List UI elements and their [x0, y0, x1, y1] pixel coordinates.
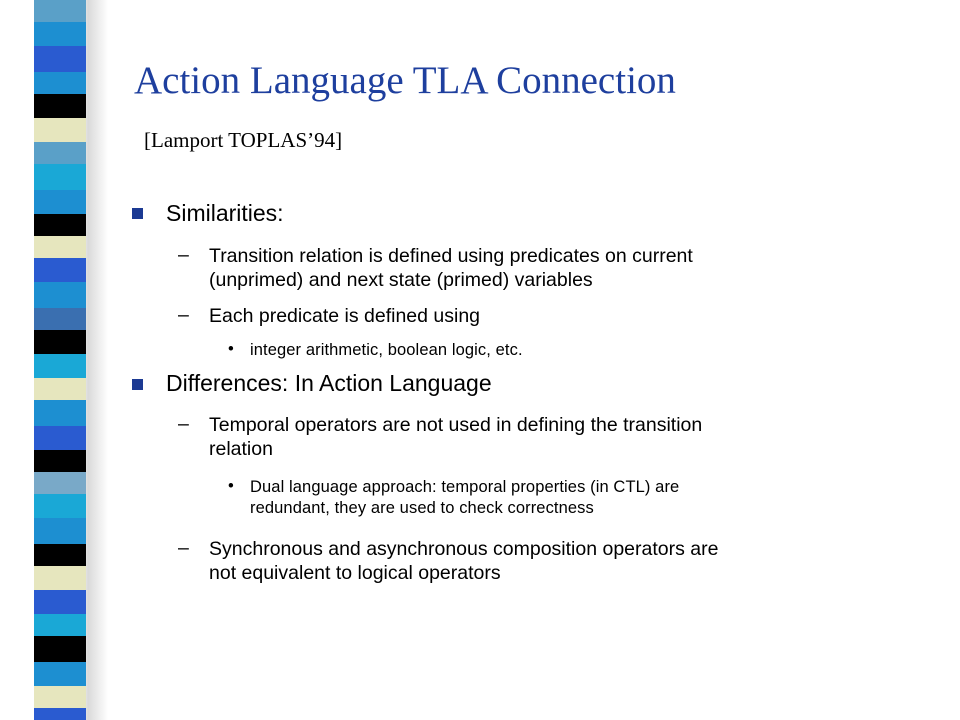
dash-marker: –	[178, 413, 189, 435]
similarity-item-2: Each predicate is defined using	[209, 305, 481, 327]
dash-marker: –	[178, 244, 189, 266]
difference-item-1-line-2: relation	[209, 438, 273, 460]
dash-marker: –	[178, 304, 189, 326]
bullet-square-icon	[132, 379, 143, 390]
dot-marker: •	[228, 340, 234, 358]
differences-heading: Differences: In Action Language	[166, 370, 492, 396]
difference-item-2-line-1: Synchronous and asynchronous composition operators are	[209, 538, 719, 560]
difference-subitem-1-line-2: redundant, they are used to check correctness	[250, 499, 594, 517]
similarity-item-1-line-2: (unprimed) and next state (primed) variables	[209, 269, 593, 291]
similarity-subitem-1: integer arithmetic, boolean logic, etc.	[250, 341, 523, 359]
similarity-item-1-line-1: Transition relation is defined using predicates on current	[209, 245, 693, 267]
difference-item-1-line-1: Temporal operators are not used in defining the transition	[209, 414, 703, 436]
slide-title: Action Language TLA Connection	[134, 59, 676, 102]
bullet-square-icon	[132, 208, 143, 219]
similarities-heading: Similarities:	[166, 200, 284, 226]
dash-marker: –	[178, 537, 189, 559]
difference-item-2-line-2: not equivalent to logical operators	[209, 562, 501, 584]
dot-marker: •	[228, 477, 234, 495]
slide-subtitle: [Lamport TOPLAS’94]	[144, 128, 343, 152]
difference-subitem-1-line-1: Dual language approach: temporal properties (in CTL) are	[250, 478, 680, 496]
